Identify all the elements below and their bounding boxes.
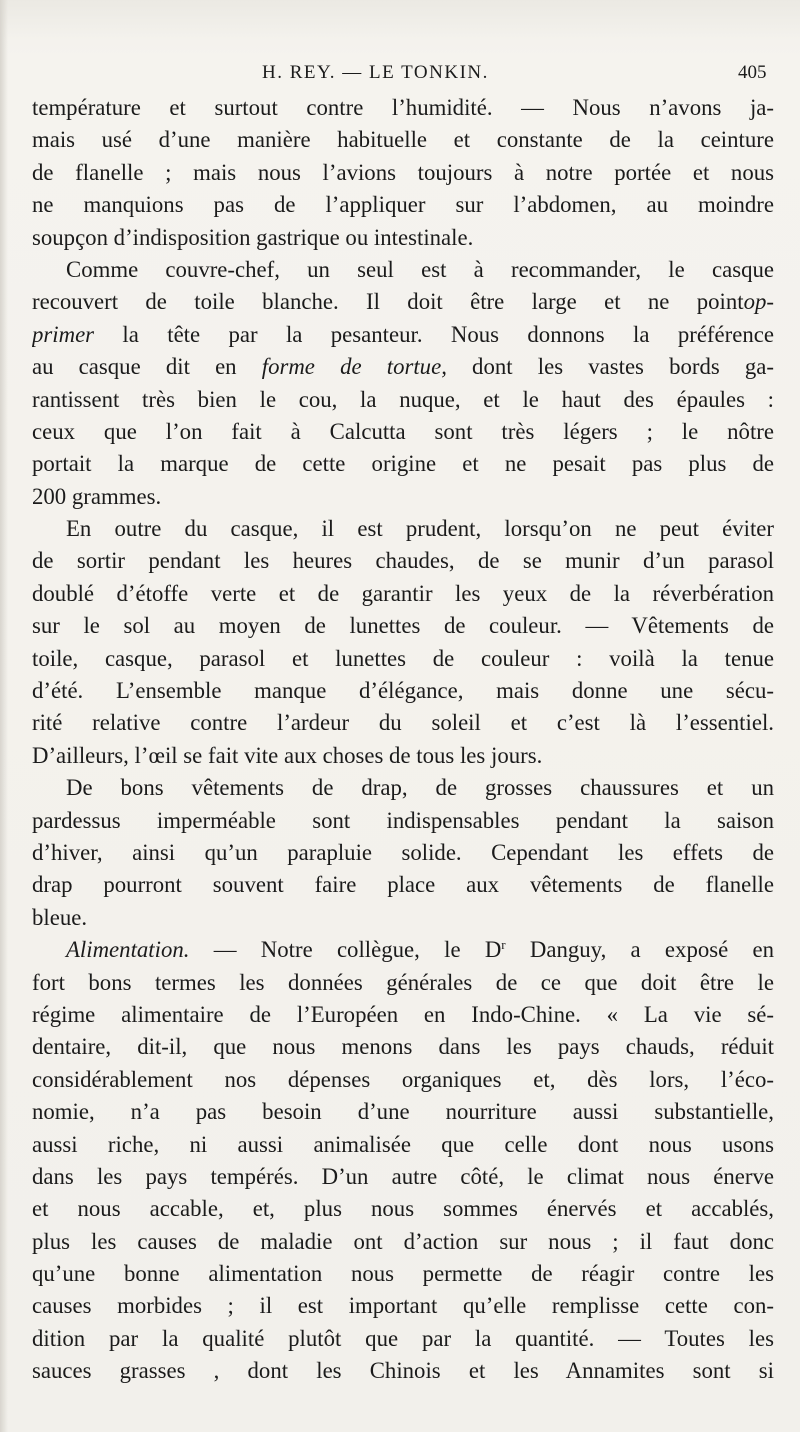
text-line [32, 351, 774, 383]
text-line [32, 448, 774, 480]
text-fragment: soupçon d’indisposition gastrique ou intestinale. [32, 224, 474, 250]
text-line [32, 902, 774, 934]
text-line [32, 384, 774, 416]
italic-fragment: Alimentation. [66, 937, 190, 963]
text-line [32, 675, 774, 707]
text-fragment: sauces grasses , dont les Chinois et les Annamites sont si [32, 1358, 774, 1384]
text-line [32, 707, 774, 739]
page-gutter-shadow [0, 0, 8, 1432]
text-fragment: rité relative contre l’ardeur du soleil et c’est là l’essentiel. [32, 710, 774, 736]
text-line [32, 254, 774, 286]
text-fragment: rantissent très bien le cou, la nuque, et le haut des épaules : [32, 386, 774, 412]
text-line [32, 578, 774, 610]
text-line [32, 513, 774, 545]
text-line [32, 643, 774, 675]
text-fragment: régime alimentaire de l’Européen en Indo-Chine. « La vie sé- [32, 1001, 774, 1027]
text-line [32, 124, 774, 156]
text-fragment: d’hiver, ainsi qu’un parapluie solide. Cependant les effets de [32, 839, 774, 865]
text-line [32, 157, 774, 189]
text-fragment: dont les vastes bords ga- [446, 354, 774, 380]
text-line [32, 1161, 774, 1193]
text-fragment: pardessus imperméable sont indispensables pendant la saison [32, 807, 774, 833]
text-fragment: drap pourront souvent faire place aux vêtements de flanelle [32, 872, 774, 898]
text-line [32, 1226, 774, 1258]
text-fragment: Comme couvre-chef, un seul est à recommander, le casque [66, 256, 774, 282]
text-fragment: qu’une bonne alimentation nous permette de réagir contre les [32, 1261, 774, 1287]
text-fragment: portait la marque de cette origine et ne pesait pas plus de [32, 451, 774, 477]
text-line [32, 416, 774, 448]
text-line [32, 286, 774, 318]
text-line [32, 1096, 774, 1128]
text-line [32, 1355, 774, 1387]
text-fragment: d’été. L’ensemble manque d’élégance, mais donne une sécu- [32, 678, 774, 704]
text-line [32, 934, 774, 966]
text-fragment: ceux que l’on fait à Calcutta sont très légers ; le nôtre [32, 418, 774, 444]
running-head: H. REY. — LE TONKIN. [262, 62, 489, 83]
text-line [32, 1064, 774, 1096]
text-fragment: dition par la qualité plutôt que par la quantité. — Toutes les [32, 1325, 774, 1351]
text-fragment: plus les causes de maladie ont d’action sur nous ; il faut donc [32, 1228, 774, 1254]
text-fragment: aussi riche, ni aussi animalisée que celle dont nous usons [32, 1131, 774, 1157]
text-fragment: En outre du casque, il est prudent, lorsqu’on ne peut éviter [66, 516, 774, 542]
text-fragment: dentaire, dit-il, que nous menons dans les pays chauds, réduit [32, 1034, 774, 1060]
text-line [32, 222, 774, 254]
text-line [32, 1031, 774, 1063]
text-fragment: au casque dit en [32, 354, 262, 380]
superscript-fragment: r [501, 937, 506, 953]
text-line [32, 610, 774, 642]
text-line [32, 1290, 774, 1322]
text-fragment: D’ailleurs, l’œil se fait vite aux choses de tous les jours. [32, 742, 543, 768]
text-line [32, 772, 774, 804]
text-line [32, 92, 774, 124]
italic-fragment: forme de tortue, [261, 354, 447, 380]
text-fragment: dans les pays tempérés. D’un autre côté, le climat nous énerve [32, 1163, 774, 1189]
text-fragment: recouvert de toile blanche. Il doit être large et ne point [32, 289, 744, 315]
text-line [32, 1258, 774, 1290]
text-line [32, 481, 774, 513]
text-fragment: toile, casque, parasol et lunettes de couleur : voilà la tenue [32, 645, 774, 671]
page-header [0, 60, 800, 90]
text-line [32, 1323, 774, 1355]
text-fragment: doublé d’étoffe verte et de garantir les yeux de la réverbération [32, 580, 774, 606]
text-fragment: sur le sol au moyen de lunettes de couleur. — Vêtements de [32, 613, 774, 639]
text-fragment: mais usé d’une manière habituelle et constante de la ceinture [32, 127, 774, 153]
text-line [32, 740, 774, 772]
text-line [32, 837, 774, 869]
text-fragment: fort bons termes les données générales de ce que doit être le [32, 969, 774, 995]
text-fragment: de sortir pendant les heures chaudes, de se munir d’un parasol [32, 548, 774, 574]
text-line [32, 967, 774, 999]
text-fragment: De bons vêtements de drap, de grosses chaussures et un [66, 775, 774, 801]
text-line [32, 805, 774, 837]
text-line [32, 545, 774, 577]
text-line [32, 869, 774, 901]
text-fragment: — Notre collègue, le D [189, 937, 502, 963]
text-line [32, 189, 774, 221]
text-fragment: considérablement nos dépenses organiques et, dès lors, l’éco- [32, 1066, 774, 1092]
text-line [32, 999, 774, 1031]
text-fragment: nomie, n’a pas besoin d’une nourriture aussi substantielle, [32, 1099, 774, 1125]
text-line [32, 319, 774, 351]
text-fragment: de flanelle ; mais nous l’avions toujours à notre portée et nous [32, 159, 774, 185]
text-fragment: ne manquions pas de l’appliquer sur l’abdomen, au moindre [32, 192, 774, 218]
text-fragment: la tête par la pesanteur. Nous donnons la préférence [94, 321, 774, 347]
text-fragment: 200 grammes. [32, 483, 162, 509]
text-line [32, 1129, 774, 1161]
italic-fragment: op- [743, 289, 774, 315]
italic-fragment: primer [32, 321, 95, 347]
body-text [32, 92, 774, 1388]
text-fragment: bleue. [32, 904, 88, 930]
text-fragment: et nous accable, et, plus nous sommes énervés et accablés, [32, 1196, 774, 1222]
text-line [32, 1193, 774, 1225]
text-fragment: causes morbides ; il est important qu’elle remplisse cette con- [32, 1293, 774, 1319]
text-fragment: température et surtout contre l’humidité. — Nous n’avons ja- [32, 95, 774, 120]
text-fragment: Danguy, a exposé en [505, 937, 774, 963]
page-number: 405 [738, 62, 767, 83]
